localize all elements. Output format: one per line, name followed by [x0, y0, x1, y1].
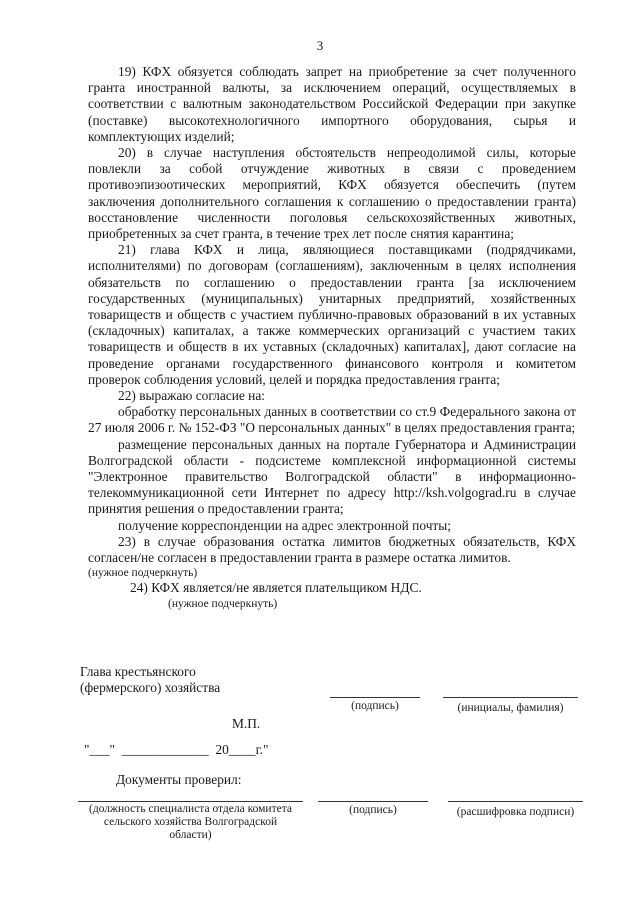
underline-note-23: (нужное подчеркнуть)	[88, 567, 198, 580]
checked-by-label: Документы проверил:	[116, 772, 242, 787]
clause-22-item-2: размещение персональных данных на портале Губернатора и Администрации Волгоградской области - подсистеме комплексной информационной системы "Электронное правительство Волгоградской области" в информационно-телекоммуникационной сети Интернет по адресу http://ksh.volgograd.ru в случае принятия решения о предоставлении гранта;	[88, 436, 576, 517]
initials-line	[443, 697, 578, 698]
initials-caption: (инициалы, фамилия)	[457, 702, 564, 714]
head-title-line1: Глава крестьянского	[80, 664, 196, 679]
clause-22-item-1: обработку персональных данных в соответствии со ст.9 Федерального закона от 27 июля 2006 г. № 152-ФЗ "О персональных данных" в целях предоставления гранта;	[88, 404, 576, 436]
head-title-line2: (фермерского) хозяйства	[80, 680, 221, 695]
clause-23: 23) в случае образования остатка лимитов бюджетных обязательств, КФХ согласен/не согласен в предоставлении гранта в размере остатка лимитов.	[88, 533, 576, 566]
signature-caption: (подпись)	[351, 700, 399, 712]
clause-24: 24) КФХ является/не является плательщиком НДС.	[130, 580, 422, 596]
decoding-caption: (расшифровка подписи)	[456, 806, 575, 818]
signature-line	[330, 697, 420, 698]
clause-21: 21) глава КФХ и лица, являющиеся поставщиками (подрядчиками, исполнителями) по договорам (соглашениям), заключенным в целях исполнения обязательств по соглашению о предоставлении гранта [за исключением государственных (муниципальных) унитарных предприятий, хозяйственных товариществ и обществ с участием публично-правовых образований в их уставных (складочных) капиталах, а также коммерческих организаций с участием таких товариществ и обществ в их уставных (складочных) капиталах], дают согласие на проведение органами государственного финансового контроля и комитетом проверок соблюдения условий, целей и порядка предоставления гранта;	[88, 242, 576, 387]
signature2-line	[318, 801, 428, 802]
decoding-line	[448, 801, 583, 802]
page-number: 3	[316, 38, 324, 53]
position-line	[78, 801, 303, 802]
stamp-mark: М.П.	[232, 716, 261, 731]
date-line: "___" _____________ 20____г."	[84, 742, 269, 757]
clause-22: 22) выражаю согласие на:	[118, 388, 266, 404]
clause-20: 20) в случае наступления обстоятельств непреодолимой силы, которые повлекли за собой отчуждение животных в связи с проведением противоэпизоотических мероприятий, КФХ обязуется обеспечить (путем заключения дополнительного соглашения к соглашению о предоставлении гранта) восстановление численности поголовья сельскохозяйственных животных, приобретенных за счет гранта, в течение трех лет после снятия карантина;	[88, 145, 576, 242]
clause-22-item-3: получение корреспонденции на адрес электронной почты;	[118, 517, 451, 533]
clause-19: 19) КФХ обязуется соблюдать запрет на приобретение за счет полученного гранта иностранной валюты, за исключением операций, осуществляемых в соответствии с валютным законодательством Российской Федерации при закупке (поставке) высокотехнологичного импортного оборудования, сырья и комплектующих изделий;	[88, 64, 576, 144]
signature2-caption: (подпись)	[349, 804, 397, 816]
position-caption: (должность специалиста отдела комитета сельского хозяйства Волгоградской области)	[89, 803, 292, 841]
underline-note-24: (нужное подчеркнуть)	[168, 597, 278, 610]
document-body	[88, 64, 576, 611]
